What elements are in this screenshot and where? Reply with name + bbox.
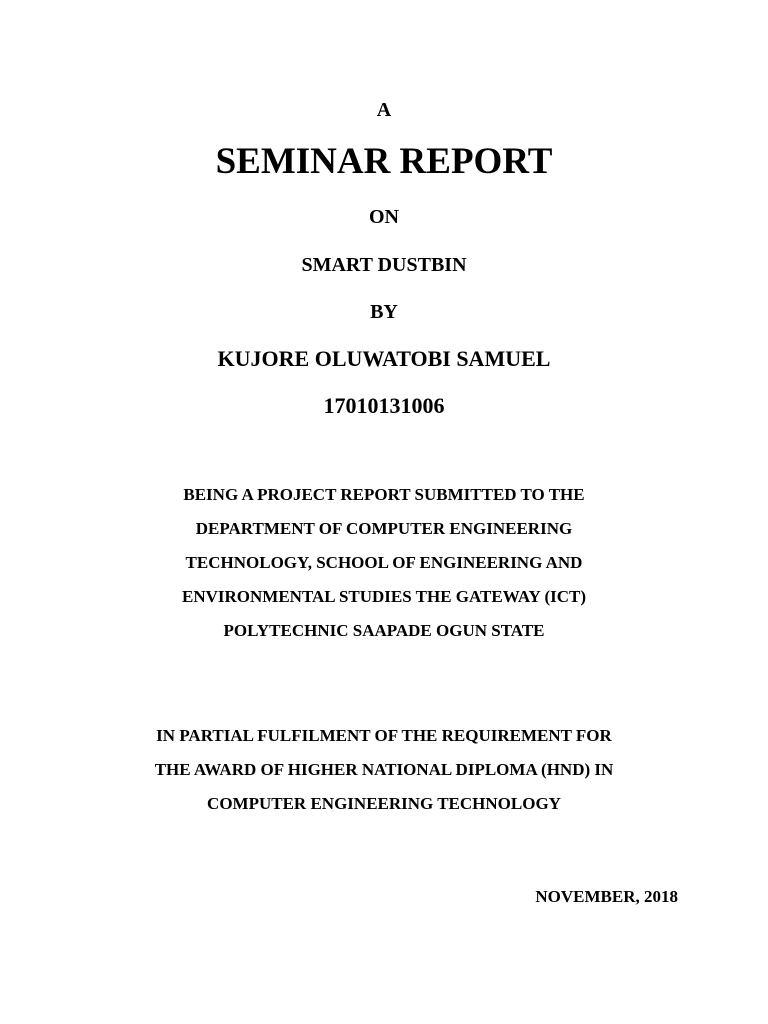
report-topic: SMART DUSTBIN (301, 254, 467, 276)
submission-line: BEING A PROJECT REPORT SUBMITTED TO THE (183, 485, 585, 504)
submission-date: NOVEMBER, 2018 (535, 887, 678, 906)
submission-line: ENVIRONMENTAL STUDIES THE GATEWAY (ICT) (182, 587, 586, 606)
submission-line: TECHNOLOGY, SCHOOL OF ENGINEERING AND (185, 553, 583, 572)
cover-by: BY (370, 301, 398, 323)
fulfilment-line: IN PARTIAL FULFILMENT OF THE REQUIREMENT FOR (156, 726, 612, 745)
fulfilment-statement (0, 725, 768, 827)
author-name: KUJORE OLUWATOBI SAMUEL (217, 346, 551, 371)
fulfilment-line: THE AWARD OF HIGHER NATIONAL DIPLOMA (HND) IN (154, 760, 614, 779)
submission-line: POLYTECHNIC SAAPADE OGUN STATE (223, 621, 545, 640)
student-id: 17010131006 (323, 393, 445, 418)
submission-line: DEPARTMENT OF COMPUTER ENGINEERING (195, 519, 573, 538)
submission-statement (0, 484, 768, 654)
cover-on: ON (369, 206, 399, 228)
fulfilment-line: COMPUTER ENGINEERING TECHNOLOGY (207, 794, 561, 813)
report-title: SEMINAR REPORT (215, 141, 553, 182)
cover-article: A (376, 99, 392, 121)
